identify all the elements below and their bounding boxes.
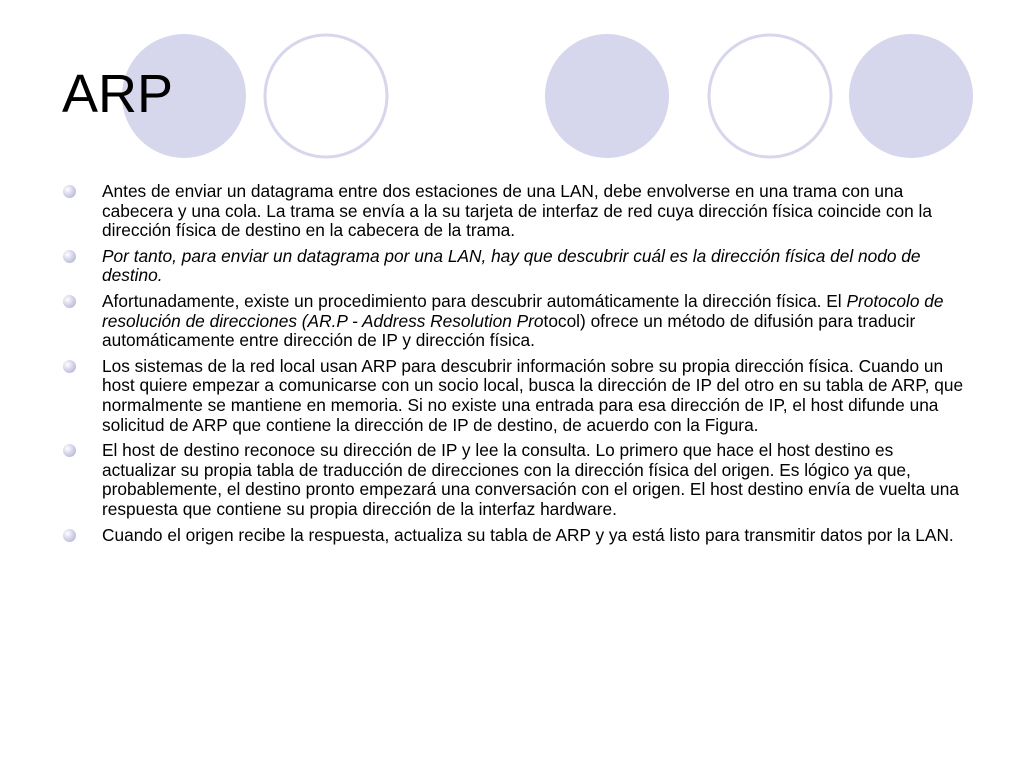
bullet-item <box>62 441 972 519</box>
bullet-icon <box>63 444 76 457</box>
bullet-text <box>102 440 959 519</box>
bullet-icon <box>63 295 76 308</box>
bullet-item <box>62 247 972 286</box>
bullet-text <box>102 356 963 435</box>
bullet-item <box>62 526 972 546</box>
bullet-icon <box>63 185 76 198</box>
bullet-icon <box>63 250 76 263</box>
slide-title: ARP <box>62 64 174 124</box>
bullet-text-segment: Por tanto, para enviar un datagrama por una LAN, hay que descubrir cuál es la dirección física del nodo de destino. <box>102 245 921 286</box>
bullet-text-segment: Afortunadamente, existe un procedimiento para descubrir automáticamente la dirección física. El <box>102 290 847 311</box>
bullet-icon <box>63 360 76 373</box>
bullet-text-segment: Los sistemas de la red local usan ARP para descubrir información sobre su propia dirección física. Cuando un host quiere empezar a comunicarse con un socio local, busca la dirección de IP del otro en su tabla de ARP, que normalmente se mantiene en memoria. Si no existe una entrada para esa dirección de IP, el host difunde una solicitud de ARP que contiene la dirección de IP de destino, de acuerdo con la Figura. <box>102 355 964 435</box>
bullet-text-segment: Antes de enviar un datagrama entre dos estaciones de una LAN, debe envolverse en una trama con una cabecera y una cola. La trama se envía a la su tarjeta de interfaz de red cuya dirección física coincide con la dirección física de destino en la cabecera de la trama. <box>102 181 932 241</box>
bullet-item <box>62 182 972 241</box>
bullet-text <box>102 181 932 240</box>
ring-circle-2 <box>709 35 831 157</box>
bullet-text-segment: El host de destino reconoce su dirección de IP y lee la consulta. Lo primero que hace el host destino es actualizar su propia tabla de traducción de direcciones con la dirección física del origen. Es lógico ya que, probablemente, el destino pronto empezará una conversación con el origen. El host destino envía de vuelta una respuesta que contiene su propia dirección de la interfaz hardware. <box>102 440 959 519</box>
filled-circle-2 <box>545 34 669 158</box>
bullet-list <box>62 182 972 551</box>
bullet-item <box>62 357 972 435</box>
bullet-text-segment: Protocolo de resolución de direcciones (AR.P - Address Resolution Pro <box>102 290 944 331</box>
bullet-text-segment: tocol) ofrece un método de difusión para traducir automáticamente entre dirección de IP y dirección física. <box>102 310 916 351</box>
bullet-icon <box>63 529 76 542</box>
ring-circle-1 <box>265 35 387 157</box>
bullet-text-segment: Cuando el origen recibe la respuesta, actualiza su tabla de ARP y ya está listo para transmitir datos por la LAN. <box>102 524 954 545</box>
filled-circle-3 <box>849 34 973 158</box>
bullet-item <box>62 292 972 351</box>
bullet-text <box>102 246 920 286</box>
bullet-text <box>102 291 943 350</box>
bullet-text <box>102 525 954 545</box>
